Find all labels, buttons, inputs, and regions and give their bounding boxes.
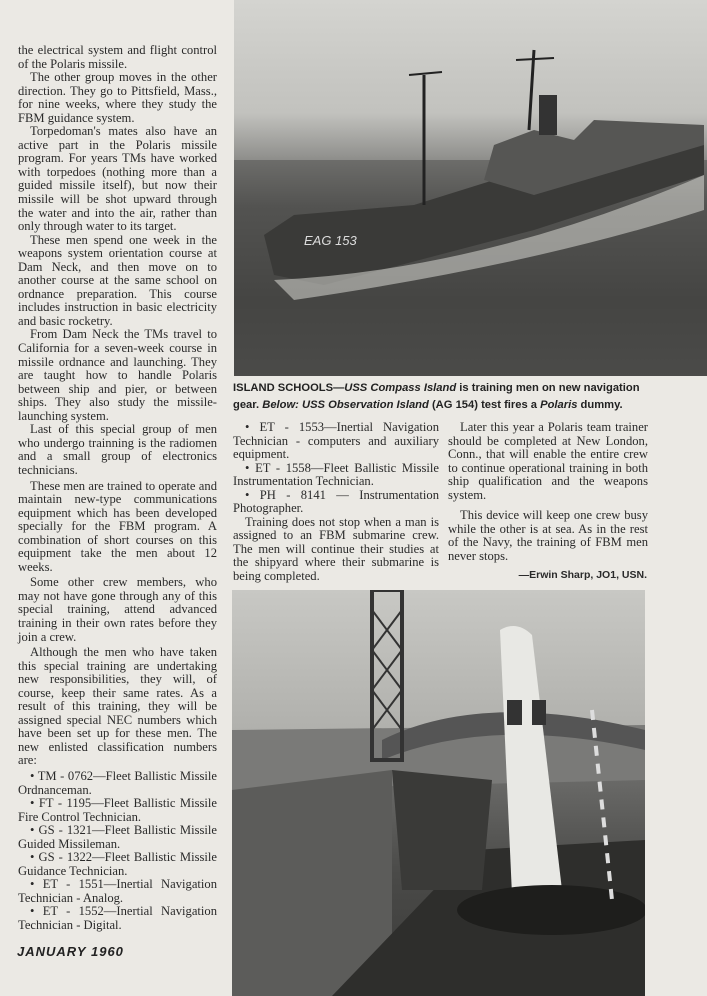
- nec-list-item: • ET - 1551—Inertial Navigation Technician - Analog.: [18, 878, 217, 905]
- photo-uss-compass-island: [234, 0, 707, 376]
- photo-uss-observation-island: [232, 590, 645, 996]
- hull-number: EAG 153: [304, 233, 357, 248]
- paragraph: These men spend one week in the weapons system orientation course at Dam Neck, and then move on to another course at the same school on ordnance preparation. This course includes instruction in basic electricity and basic rocketry.: [18, 232, 217, 328]
- nec-list-item: • PH - 8141 — Instrumentation Photographer.: [233, 489, 439, 516]
- nec-list-item: • ET - 1553—Inertial Navigation Technician - computers and auxiliary equipment.: [233, 421, 439, 462]
- paragraph: These men are trained to operate and maintain new-type communications equipment which has been developed specially for the FBM program. A combination of short courses on this equipment take the men about 12 weeks.: [18, 478, 217, 574]
- paragraph: This device will keep one crew busy while the other is at sea. As in the rest of the Navy, the training of FBM men never stops.: [448, 508, 648, 563]
- paragraph: the electrical system and flight control of the Polaris missile.: [18, 43, 217, 71]
- nec-list-item: • ET - 1552—Inertial Navigation Technician - Digital.: [18, 905, 217, 932]
- paragraph: Although the men who have taken this special training are undertaking new responsibilities, they will, of course, keep their same rates. As a result of this training, they will be assigned special NEC numbers which have been set up for these men. The new enlisted classification numbers are:: [18, 645, 217, 768]
- paragraph: Later this year a Polaris team trainer should be completed at New London, Conn., that will enable the entire crew to continue operational training in both ship qualification and the weapons system.: [448, 420, 648, 502]
- nec-list-item: • ET - 1558—Fleet Ballistic Missile Instrumentation Technician.: [233, 462, 439, 489]
- paragraph: Last of this special group of men who undergo trainning is the radiomen and a small group of electronics technicians.: [18, 422, 217, 477]
- paragraph: From Dam Neck the TMs travel to California for a seven-week course in missile ordnance and launching. They are taught how to handle Polaris between ship and pier, or between ships. They also study the missile-launching system.: [18, 327, 217, 423]
- left-column: [18, 44, 217, 933]
- caption-text3: dummy.: [577, 399, 623, 411]
- page-folio: JANUARY 1960: [17, 944, 124, 959]
- nec-list-item: • GS - 1321—Fleet Ballistic Missile Guided Missileman.: [18, 824, 217, 851]
- paragraph: Torpedoman's mates also have an active part in the Polaris missile program. For years TMs have worked with torpedoes (nothing more than a guided missile itself), but now their missile will be shot upward through the water and into the air, rather than only through water to its target.: [18, 124, 217, 234]
- caption-below: Below: USS Observation Island: [262, 399, 429, 411]
- caption-ship1: USS Compass Island: [344, 382, 457, 394]
- middle-column: [233, 421, 439, 584]
- caption-lead: ISLAND SCHOOLS—: [233, 382, 345, 394]
- photo-caption: [233, 380, 653, 414]
- paragraph: Training does not stop when a man is assigned to an FBM submarine crew. The men will continue their studies at the shipyard where their submarine is being completed.: [233, 514, 439, 584]
- byline: —Erwin Sharp, JO1, USN.: [518, 569, 647, 581]
- nec-list-item: • GS - 1322—Fleet Ballistic Missile Guidance Technician.: [18, 851, 217, 878]
- caption-text1: is training men on new navigation gear.: [233, 382, 640, 411]
- caption-polaris: Polaris: [540, 399, 578, 411]
- right-column: [448, 421, 648, 563]
- nec-list-item: • FT - 1195—Fleet Ballistic Missile Fire Control Technician.: [18, 797, 217, 824]
- caption-text2: (AG 154) test fires a: [428, 399, 541, 411]
- paragraph: Some other crew members, who may not have gone through any of this special training, attend advanced training in their own rates before they join a crew.: [18, 575, 217, 644]
- paragraph: The other group moves in the other direction. They go to Pittsfield, Mass., for nine weeks, where they study the FBM guidance system.: [18, 70, 217, 125]
- nec-list-item: • TM - 0762—Fleet Ballistic Missile Ordnanceman.: [18, 770, 217, 797]
